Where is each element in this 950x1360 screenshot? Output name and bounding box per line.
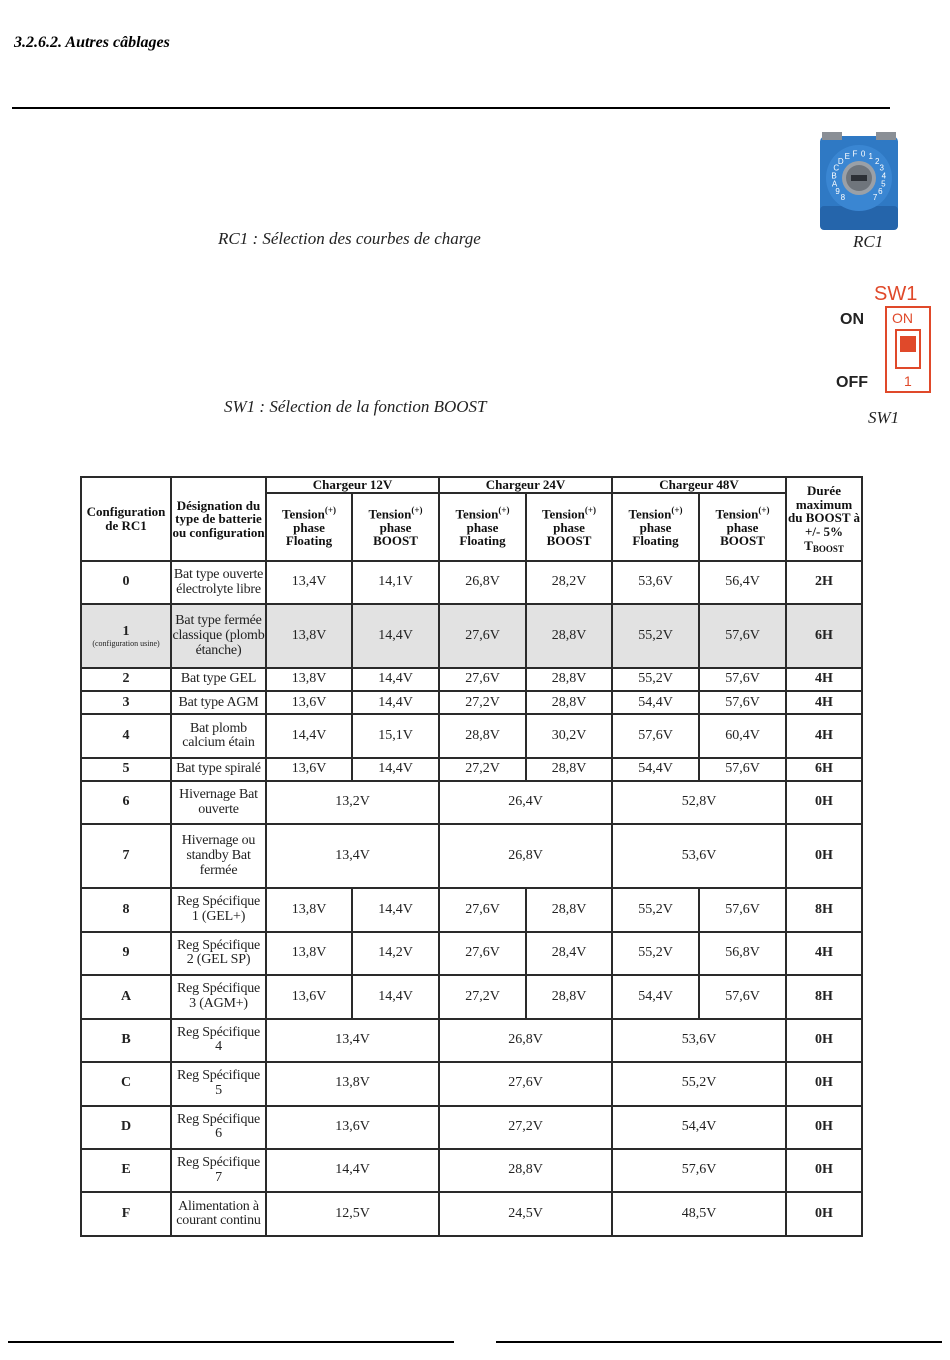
voltage-cell: 54,4V [612,758,699,781]
voltage-cell-merged: 13,8V [266,1062,439,1105]
table-row [81,1106,862,1149]
voltage-cell: 13,6V [266,975,352,1018]
voltage-cell: 55,2V [612,932,699,975]
battery-designation: Bat type AGM [171,691,266,714]
voltage-cell: 57,6V [699,975,786,1018]
table-row [81,1149,862,1192]
header-charger-12v: Chargeur 12V [266,477,439,493]
config-id: 9 [81,932,171,975]
boost-duration-cell: 0H [786,1149,862,1192]
config-id: 3 [81,691,171,714]
voltage-cell-merged: 57,6V [612,1149,786,1192]
table-row [81,824,862,888]
voltage-cell: 57,6V [612,714,699,757]
voltage-cell: 55,2V [612,888,699,931]
sw1-on-box-label: ON [892,310,913,326]
voltage-cell-merged: 28,8V [439,1149,612,1192]
config-sub-note: (configuration usine) [92,638,160,648]
voltage-cell: 27,6V [439,604,526,668]
voltage-cell: 56,4V [699,561,786,604]
voltage-cell: 14,1V [352,561,439,604]
voltage-cell-merged: 14,4V [266,1149,439,1192]
voltage-cell: 28,8V [526,975,612,1018]
voltage-cell: 13,8V [266,604,352,668]
boost-duration-cell: 0H [786,1062,862,1105]
top-rule [12,107,890,109]
battery-designation: Bat type GEL [171,668,266,691]
table-row [81,975,862,1018]
header-charger-24v: Chargeur 24V [439,477,612,493]
boost-duration-cell: 0H [786,1019,862,1062]
config-id: E [81,1149,171,1192]
voltage-cell: 14,4V [352,888,439,931]
voltage-cell-merged: 55,2V [612,1062,786,1105]
voltage-cell: 28,8V [526,604,612,668]
rc1-rotary-switch-image [818,128,900,232]
voltage-cell: 27,6V [439,668,526,691]
voltage-cell: 55,2V [612,668,699,691]
voltage-cell: 28,8V [526,668,612,691]
voltage-cell: 14,4V [266,714,352,757]
voltage-cell-merged: 26,8V [439,824,612,888]
battery-designation: Reg Spécifique 5 [171,1062,266,1105]
section-title: 3.2.6.2. Autres câblages [14,34,170,51]
config-id: 0 [81,561,171,604]
battery-designation: Bat type ouverte électrolyte libre [171,561,266,604]
boost-duration-cell: 4H [786,714,862,757]
battery-designation: Reg Spécifique 2 (GEL SP) [171,932,266,975]
voltage-cell: 56,8V [699,932,786,975]
config-id: A [81,975,171,1018]
table-row [81,888,862,931]
rc1-dial-char: 4 [881,171,887,181]
rc1-dial-char: 7 [872,193,878,203]
voltage-cell: 13,8V [266,668,352,691]
voltage-cell: 14,4V [352,975,439,1018]
config-id: B [81,1019,171,1062]
battery-designation: Hivernage Bat ouverte [171,781,266,824]
tboost-label: TBOOST [804,537,844,554]
rc1-dial-char: 1 [868,151,873,161]
voltage-cell: 60,4V [699,714,786,757]
header-tension-floating: Tension(+) phase Floating [612,493,699,561]
battery-designation: Bat type fermée classique (plomb étanche) [171,604,266,668]
voltage-cell-merged: 52,8V [612,781,786,824]
table-row [81,561,862,604]
voltage-cell: 27,2V [439,758,526,781]
table-row [81,758,862,781]
boost-duration-cell: 2H [786,561,862,604]
table-row [81,714,862,757]
voltage-cell: 28,8V [526,691,612,714]
rc1-dial-char: B [831,171,837,181]
voltage-cell: 27,6V [439,888,526,931]
config-id: F [81,1192,171,1236]
boost-duration-cell: 8H [786,975,862,1018]
voltage-cell: 28,8V [439,714,526,757]
battery-designation: Hivernage ou standby Bat fermée [171,824,266,888]
table-row [81,932,862,975]
battery-designation: Reg Spécifique 3 (AGM+) [171,975,266,1018]
header-tension-boost: Tension(+) phase BOOST [526,493,612,561]
rc1-dial-char: 9 [835,187,840,196]
voltage-cell: 57,6V [699,758,786,781]
voltage-cell: 14,4V [352,758,439,781]
rc1-dial-char: F [852,149,858,159]
rc1-dial-char: E [844,151,850,161]
rc1-dial-char: A [831,179,838,189]
boost-duration-cell: 0H [786,1192,862,1236]
sw1-title: SW1 [874,283,918,305]
voltage-cell: 28,8V [526,888,612,931]
voltage-cell: 54,4V [612,975,699,1018]
config-id: D [81,1106,171,1149]
config-id: 6 [81,781,171,824]
config-id: 1 (configuration usine) [81,604,171,668]
voltage-cell: 28,8V [526,758,612,781]
voltage-cell-merged: 12,5V [266,1192,439,1236]
battery-designation: Bat type spiralé [171,758,266,781]
voltage-cell: 13,6V [266,758,352,781]
config-id: 4 [81,714,171,757]
voltage-cell: 13,8V [266,888,352,931]
voltage-cell: 55,2V [612,604,699,668]
header-config: Configuration de RC1 [81,477,171,561]
rc1-dial-char: 5 [881,179,886,189]
voltage-cell-merged: 27,6V [439,1062,612,1105]
header-tension-floating: Tension(+) phase Floating [266,493,352,561]
battery-designation: Alimentation à courant continu [171,1192,266,1236]
table-row [81,604,862,668]
sw1-number: 1 [904,373,912,389]
voltage-cell: 14,4V [352,604,439,668]
battery-designation: Reg Spécifique 6 [171,1106,266,1149]
voltage-cell-merged: 26,8V [439,1019,612,1062]
voltage-cell-merged: 13,2V [266,781,439,824]
voltage-cell: 57,6V [699,668,786,691]
header-tension-boost: Tension(+) phase BOOST [699,493,786,561]
config-id: 7 [81,824,171,888]
charge-configuration-table [80,476,863,1237]
voltage-cell-merged: 13,6V [266,1106,439,1149]
voltage-cell: 27,2V [439,691,526,714]
table-row [81,668,862,691]
sw1-on-label: ON [840,311,864,328]
config-id: C [81,1062,171,1105]
table-row [81,1062,862,1105]
header-tension-boost: Tension(+) phase BOOST [352,493,439,561]
boost-duration-cell: 6H [786,758,862,781]
battery-designation: Reg Spécifique 1 (GEL+) [171,888,266,931]
voltage-cell-merged: 27,2V [439,1106,612,1149]
battery-designation: Reg Spécifique 7 [171,1149,266,1192]
sw1-image-label: SW1 [868,408,900,427]
table-row [81,1019,862,1062]
rc1-dial-char: C [833,163,840,173]
voltage-cell-merged: 54,4V [612,1106,786,1149]
rc1-dial-char: 0 [860,149,866,159]
config-id: 8 [81,888,171,931]
header-tension-floating: Tension(+) phase Floating [439,493,526,561]
table-row [81,1192,862,1236]
voltage-cell: 57,6V [699,604,786,668]
boost-duration-cell: 6H [786,604,862,668]
config-id: 5 [81,758,171,781]
rc1-dial-char: 8 [840,193,846,203]
voltage-cell-merged: 53,6V [612,824,786,888]
voltage-cell: 27,6V [439,932,526,975]
boost-duration-cell: 0H [786,1106,862,1149]
boost-duration-cell: 4H [786,668,862,691]
voltage-cell: 54,4V [612,691,699,714]
rc1-dial-char: 2 [874,156,880,166]
rc1-image-label: RC1 [853,232,884,251]
voltage-cell-merged: 13,4V [266,824,439,888]
rc1-dial-char: D [837,156,844,166]
sw1-off-label: OFF [836,374,868,391]
voltage-cell: 27,2V [439,975,526,1018]
boost-duration-cell: 0H [786,824,862,888]
header-boost-duration: Durée maximum du BOOST à +/- 5% TBOOST [786,477,862,561]
rc1-caption: RC1 : Sélection des courbes de charge [218,229,481,248]
voltage-cell: 28,4V [526,932,612,975]
voltage-cell: 14,4V [352,668,439,691]
rc1-dial-char: 6 [878,187,883,196]
voltage-cell-merged: 26,4V [439,781,612,824]
boost-duration-cell: 0H [786,781,862,824]
voltage-cell: 57,6V [699,888,786,931]
header-charger-48v: Chargeur 48V [612,477,786,493]
voltage-cell: 14,4V [352,691,439,714]
battery-designation: Reg Spécifique 4 [171,1019,266,1062]
voltage-cell: 28,2V [526,561,612,604]
voltage-cell: 13,4V [266,561,352,604]
table-row [81,691,862,714]
boost-duration-cell: 4H [786,932,862,975]
voltage-cell-merged: 24,5V [439,1192,612,1236]
table-row [81,781,862,824]
voltage-cell: 26,8V [439,561,526,604]
voltage-cell-merged: 48,5V [612,1192,786,1236]
battery-designation: Bat plomb calcium étain [171,714,266,757]
voltage-cell: 15,1V [352,714,439,757]
boost-duration-cell: 4H [786,691,862,714]
header-designation: Désignation du type de batterie ou configuration [171,477,266,561]
bottom-rule-right [496,1341,942,1343]
boost-duration-cell: 8H [786,888,862,931]
voltage-cell: 53,6V [612,561,699,604]
rc1-dial-char: 3 [879,163,884,173]
voltage-cell-merged: 13,4V [266,1019,439,1062]
config-id: 2 [81,668,171,691]
voltage-cell: 13,6V [266,691,352,714]
voltage-cell: 57,6V [699,691,786,714]
bottom-rule-left [8,1341,454,1343]
voltage-cell-merged: 53,6V [612,1019,786,1062]
sw1-dip-switch-image [828,280,938,395]
voltage-cell: 13,8V [266,932,352,975]
voltage-cell: 30,2V [526,714,612,757]
voltage-cell: 14,2V [352,932,439,975]
sw1-caption: SW1 : Sélection de la fonction BOOST [224,397,487,416]
